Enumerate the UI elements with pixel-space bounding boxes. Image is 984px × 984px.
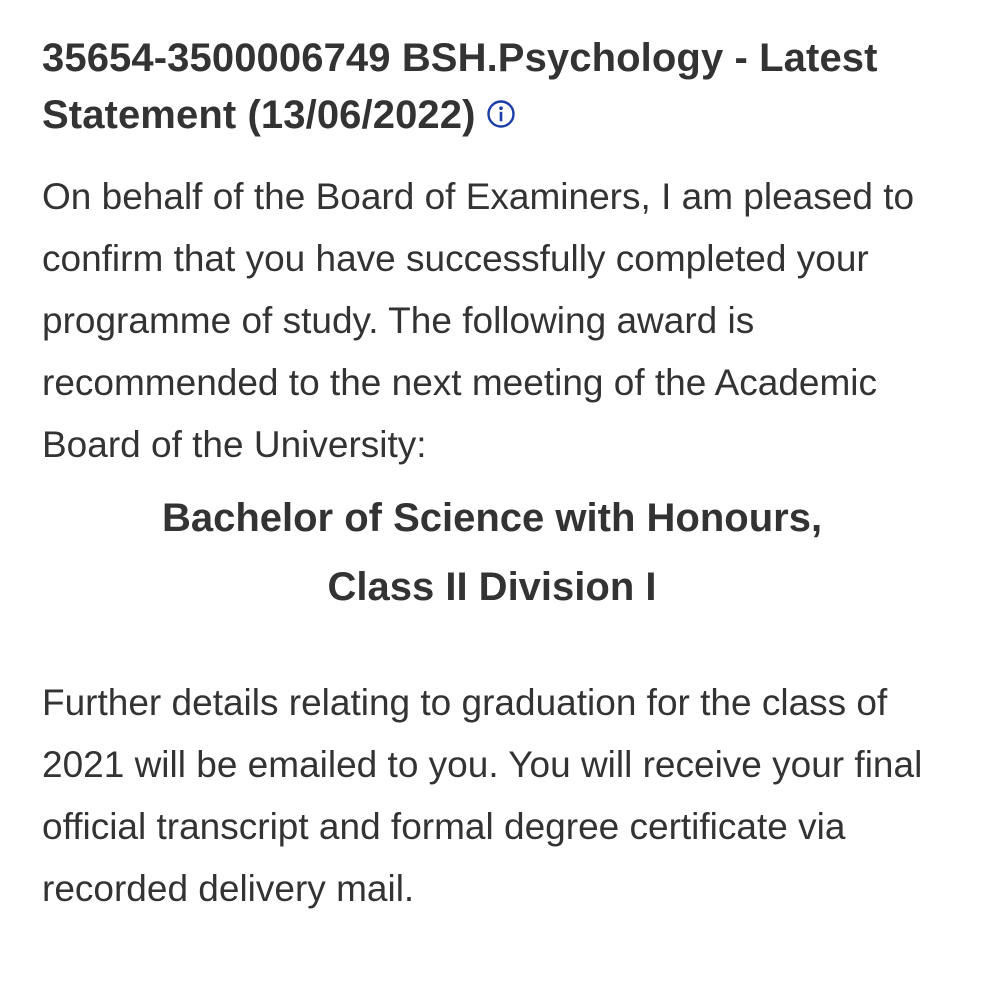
- award-block: [42, 484, 942, 622]
- award-class: Class II Division I: [327, 565, 657, 609]
- statement-title: [42, 30, 942, 144]
- graduation-details-paragraph: Further details relating to graduation for the class of 2021 will be emailed to you. You will receive your final official transcript and formal degree certificate via recorded delivery mail.: [42, 682, 923, 909]
- statement-title-text: 35654-3500006749 BSH.Psychology - Latest Statement (13/06/2022): [42, 36, 878, 137]
- intro-paragraph: On behalf of the Board of Examiners, I am pleased to confirm that you have successfully completed your programme of study. The following award is recommended to the next meeting of the Academic Board of the University:: [42, 176, 915, 465]
- award-degree: Bachelor of Science with Honours,: [161, 496, 823, 540]
- statement-card: [42, 30, 942, 920]
- info-icon[interactable]: [486, 99, 516, 129]
